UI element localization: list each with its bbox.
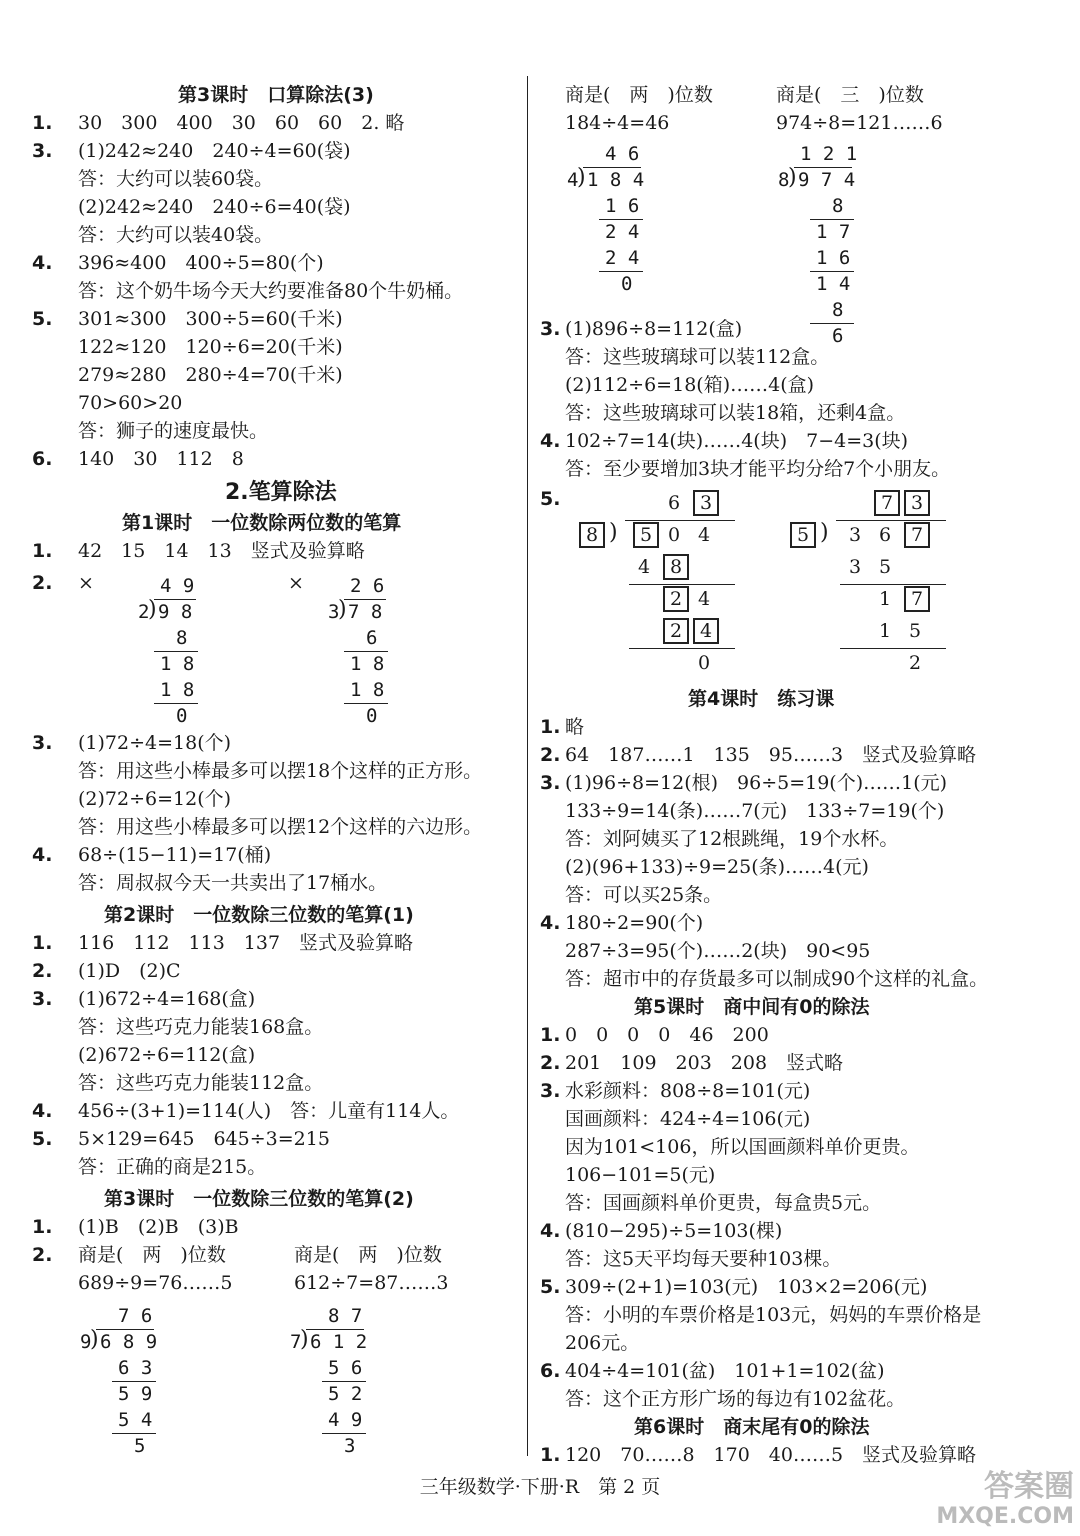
answer-text: 答：至少要增加3块才能平均分给7个小朋友。: [565, 458, 951, 480]
answer-text: (1)242≈240 240÷4=60(袋): [78, 140, 351, 162]
answer-line: [540, 1024, 769, 1046]
step-digit: 1: [879, 620, 892, 642]
answer-line: [78, 788, 231, 810]
step-underline: [840, 584, 946, 585]
answer-text: 国画颜料：424÷4=106(元): [565, 1108, 811, 1130]
answer-text: 答：狮子的速度最快。: [78, 420, 269, 442]
answer-text: (810−295)÷5=103(棵): [565, 1220, 783, 1242]
answer-line: [32, 540, 365, 562]
division-bar: [836, 520, 946, 521]
division-bar: [625, 520, 735, 521]
answer-line: [565, 402, 905, 424]
division-bar: [344, 599, 386, 600]
answer-text: (1)896÷8=112(盒): [565, 318, 743, 340]
quotient: 7 6: [118, 1305, 153, 1327]
answer-text: 287÷3=95(个)……2(块) 90<95: [565, 940, 871, 962]
answer-text: (1)B (2)B (3)B: [78, 1216, 239, 1238]
step-digit: 0: [698, 652, 711, 674]
answer-text: 68÷(15−11)=17(桶): [78, 844, 272, 866]
step-digit: 3: [849, 556, 862, 578]
answer-line: [565, 1136, 919, 1158]
item-number: 3.: [32, 988, 53, 1010]
dividend: 6 8 9: [100, 1331, 158, 1353]
answer-text: 106−101=5(元): [565, 1164, 716, 1186]
dividend: 9 8: [158, 601, 193, 623]
item-number: 1.: [32, 932, 53, 954]
step-digit: 1: [879, 588, 892, 610]
division-bracket: ): [820, 520, 829, 545]
answer-text: 64 187……1 135 95……3 竖式及验算略: [565, 744, 977, 766]
division-step: 2 4: [605, 221, 640, 243]
answer-text: 116 112 113 137 竖式及验算略: [78, 932, 414, 954]
division-bar: [306, 1329, 364, 1330]
answer-text: 答：刘阿姨买了12根跳绳，19个水杯。: [565, 828, 899, 850]
answer-text: 答：用这些小棒最多可以摆12个这样的六边形。: [78, 816, 483, 838]
item-number: 4.: [540, 430, 561, 452]
answer-text: 689÷9=76……5: [78, 1272, 233, 1294]
item-number: 3.: [32, 140, 53, 162]
answer-text: ×: [288, 572, 304, 594]
item-number: 2.: [540, 744, 561, 766]
step-underline: [344, 651, 388, 652]
answer-line: [78, 816, 482, 838]
answer-line: [78, 1272, 232, 1294]
answer-text: 122≈120 120÷6=20(千米): [78, 336, 343, 358]
section-heading: 第6课时 商末尾有0的除法: [634, 1416, 870, 1438]
answer-text: 商是( 两 )位数: [294, 1244, 442, 1266]
answer-line: [540, 488, 565, 510]
division-step: 6 3: [118, 1357, 153, 1379]
step-underline: [154, 651, 198, 652]
division-step: 8: [832, 195, 844, 217]
step-underline: [322, 1433, 366, 1434]
division-bracket: ): [338, 597, 347, 622]
answer-text: 206元。: [565, 1332, 640, 1354]
answer-text: 301≈300 300÷5=60(千米): [78, 308, 343, 330]
step-digit: 5: [909, 620, 922, 642]
division-step: 8: [176, 627, 188, 649]
answer-line: [565, 1388, 905, 1410]
step-underline: [629, 648, 735, 649]
division-step: 3: [344, 1435, 356, 1457]
answer-text: 42 15 14 13 竖式及验算略: [78, 540, 365, 562]
step-underline: [810, 323, 854, 324]
division-step: 1 8: [160, 679, 195, 701]
division-step: 5 2: [328, 1383, 363, 1405]
item-number: 2.: [32, 1244, 53, 1266]
step-underline: [599, 271, 643, 272]
answer-line: [78, 392, 182, 414]
quotient: 4 9: [160, 575, 195, 597]
division-bracket: ): [609, 520, 618, 545]
section-heading: 第2课时 一位数除三位数的笔算(1): [104, 904, 414, 926]
division-bar: [96, 1329, 154, 1330]
answer-line: [32, 140, 351, 162]
dividend: 1 8 4: [587, 169, 645, 191]
divisor: 4: [567, 169, 579, 191]
answer-line: [32, 732, 231, 754]
division-bar: [583, 167, 641, 168]
answer-line: [294, 1272, 448, 1294]
division-bracket: ): [300, 1327, 309, 1352]
watermark-logo-text: 答案圈: [984, 1469, 1074, 1504]
answer-text: 答：用这些小棒最多可以摆18个这样的正方形。: [78, 760, 483, 782]
answer-text: 184÷4=46: [565, 112, 670, 134]
division-step: 0: [621, 273, 633, 295]
answer-text: 309÷(2+1)=103(元) 103×2=206(元): [565, 1276, 928, 1298]
answer-line: [565, 1108, 810, 1130]
answer-text: 答：这些巧克力能装112盒。: [78, 1072, 324, 1094]
division-step: 5 9: [118, 1383, 153, 1405]
answer-text: (2)672÷6=112(盒): [78, 1044, 256, 1066]
answer-text: 201 109 203 208 竖式略: [565, 1052, 844, 1074]
answer-text: 180÷2=90(个): [565, 912, 704, 934]
item-number: 5.: [540, 1276, 561, 1298]
step-digit: 5: [879, 556, 892, 578]
answer-line: [540, 1444, 976, 1466]
answer-line: [32, 1216, 239, 1238]
answer-text: 商是( 三 )位数: [776, 84, 924, 106]
answer-line: [78, 336, 343, 358]
section-heading: 第4课时 练习课: [688, 688, 835, 710]
answer-text: 5×129=645 645÷3=215: [78, 1128, 330, 1150]
division-step: 1 8: [160, 653, 195, 675]
dividend-digit: 4: [698, 524, 711, 546]
step-underline: [629, 584, 735, 585]
step-underline: [154, 703, 198, 704]
answer-line: [540, 744, 976, 766]
step-digit: 2: [909, 652, 922, 674]
answer-text: 答：国画颜料单价更贵，每盒贵5元。: [565, 1192, 882, 1214]
dividend: 7 8: [348, 601, 383, 623]
answer-text: 答：小明的车票价格是103元，妈妈的车票价格是: [565, 1304, 982, 1326]
answer-line: [565, 1332, 639, 1354]
answer-line: [294, 1244, 442, 1266]
division-bracket: ): [788, 165, 797, 190]
item-number: 2.: [540, 1052, 561, 1074]
answer-text: 133÷9=14(条)……7(元) 133÷7=19(个): [565, 800, 945, 822]
answer-line: [565, 1164, 715, 1186]
answer-line: [32, 988, 255, 1010]
answer-text: 商是( 两 )位数: [565, 84, 713, 106]
answer-text: 30 300 400 30 60 60 2. 略: [78, 112, 405, 134]
answer-text: (2)(96+133)÷9=25(条)……4(元): [565, 856, 869, 878]
answer-text: 396≈400 400÷5=80(个): [78, 252, 324, 274]
answer-line: [78, 1044, 255, 1066]
answer-text: 70>60>20: [78, 392, 183, 414]
item-number: 4.: [32, 844, 53, 866]
answer-line: [540, 1080, 810, 1102]
section-heading: 第3课时 口算除法(3): [178, 84, 374, 106]
answer-line: [32, 960, 181, 982]
answer-text: (2)242≈240 240÷6=40(袋): [78, 196, 351, 218]
answer-line: [78, 364, 343, 386]
division-step: 0: [176, 705, 188, 727]
answer-text: (1)72÷4=18(个): [78, 732, 232, 754]
answer-text: 答：这个正方形广场的每边有102盆花。: [565, 1388, 906, 1410]
item-number: 2.: [32, 960, 53, 982]
divisor: 8: [778, 169, 790, 191]
answer-line: [32, 932, 413, 954]
answer-text: (2)72÷6=12(个): [78, 788, 232, 810]
answer-text: 279≈280 280÷4=70(千米): [78, 364, 343, 386]
item-number: 3.: [540, 772, 561, 794]
answer-text: 404÷4=101(盆) 101+1=102(盆): [565, 1360, 885, 1382]
answer-line: [565, 84, 713, 106]
quotient-digit: 3: [693, 490, 719, 516]
answer-line: [540, 1052, 843, 1074]
step-digit: 4: [693, 618, 719, 644]
answer-text: 612÷7=87……3: [294, 1272, 449, 1294]
step-underline: [840, 648, 946, 649]
dividend: 6 1 2: [310, 1331, 368, 1353]
item-number: 3.: [540, 318, 561, 340]
answer-line: [540, 1360, 885, 1382]
item-number: 1.: [32, 112, 53, 134]
section-heading: 第1课时 一位数除两位数的笔算: [122, 512, 402, 534]
answer-text: 答：大约可以装40袋。: [78, 224, 274, 246]
answer-line: [565, 458, 950, 480]
answer-line: [565, 112, 669, 134]
division-step: 1 8: [350, 653, 385, 675]
division-bar: [794, 167, 852, 168]
divisor: 7: [290, 1331, 302, 1353]
answer-line: [32, 448, 244, 470]
item-number: 2.: [32, 572, 53, 594]
division-bracket: ): [577, 165, 586, 190]
divisor: 3: [328, 601, 340, 623]
step-digit: 8: [663, 554, 689, 580]
division-step: 2 4: [605, 247, 640, 269]
answer-text: 答：周叔叔今天一共卖出了17桶水。: [78, 872, 388, 894]
item-number: 4.: [540, 912, 561, 934]
answer-line: [32, 1244, 226, 1266]
answer-text: 因为101<106，所以国画颜料单价更贵。: [565, 1136, 920, 1158]
answer-line: [32, 112, 404, 134]
item-number: 1.: [32, 1216, 53, 1238]
item-number: 3.: [540, 1080, 561, 1102]
quotient: 8 7: [328, 1305, 363, 1327]
answer-text: 140 30 112 8: [78, 448, 244, 470]
answer-line: [78, 420, 268, 442]
answer-line: [565, 1192, 881, 1214]
quotient-digit: 3: [904, 490, 930, 516]
quotient: 4 6: [605, 143, 640, 165]
answer-line: [540, 1220, 782, 1242]
divisor-box: 5: [790, 522, 816, 548]
quotient-digit: 6: [668, 492, 681, 514]
answer-text: 974÷8=121……6: [776, 112, 943, 134]
answer-line: [565, 940, 870, 962]
dividend: 9 7 4: [798, 169, 856, 191]
answer-text: 答：这些巧克力能装168盒。: [78, 1016, 324, 1038]
answer-text: (1)96÷8=12(根) 96÷5=19(个)……1(元): [565, 772, 948, 794]
step-underline: [810, 271, 854, 272]
answer-text: 102÷7=14(块)……4(块) 7−4=3(块): [565, 430, 909, 452]
answer-text: 答：这些玻璃球可以装18箱，还剩4盒。: [565, 402, 906, 424]
answer-line: [540, 912, 703, 934]
dividend-digit: 0: [668, 524, 681, 546]
answer-line: [565, 828, 898, 850]
quotient: 1 2 1: [800, 143, 858, 165]
answer-text: 120 70……8 170 40……5 竖式及验算略: [565, 1444, 977, 1466]
answer-text: 答：大约可以装60袋。: [78, 168, 274, 190]
step-digit: 4: [638, 556, 651, 578]
answer-line: [565, 884, 722, 906]
answer-line: [78, 872, 387, 894]
answer-line: [565, 374, 814, 396]
dividend-digit: 3: [849, 524, 862, 546]
step-digit: 4: [698, 588, 711, 610]
item-number: 4.: [32, 1100, 53, 1122]
answer-line: [288, 572, 304, 594]
answer-text: 略: [565, 716, 585, 738]
answer-line: [565, 1304, 981, 1326]
answer-text: 答：这些玻璃球可以装112盒。: [565, 346, 830, 368]
divisor: 2: [138, 601, 150, 623]
step-digit: 7: [904, 586, 930, 612]
item-number: 1.: [540, 1444, 561, 1466]
answer-line: [32, 308, 343, 330]
answer-line: [32, 844, 271, 866]
answer-line: [565, 346, 829, 368]
step-underline: [322, 1381, 366, 1382]
page-footer: 三年级数学·下册·R 第 2 页: [419, 1476, 661, 1498]
answer-text: (1)672÷4=168(盒): [78, 988, 256, 1010]
answer-line: [565, 800, 944, 822]
division-step: 5 4: [118, 1409, 153, 1431]
answer-text: 水彩颜料：808÷8=101(元): [565, 1080, 811, 1102]
answer-line: [32, 572, 94, 594]
item-number: 3.: [32, 732, 53, 754]
answer-line: [540, 772, 947, 794]
answer-line: [78, 280, 463, 302]
section-heading: 第3课时 一位数除三位数的笔算(2): [104, 1188, 414, 1210]
division-step: 5: [134, 1435, 146, 1457]
step-underline: [810, 219, 854, 220]
answer-line: [78, 224, 273, 246]
division-step: 6: [366, 627, 378, 649]
answer-text: ×: [78, 572, 94, 594]
item-number: 5.: [32, 308, 53, 330]
section-heading: 2.笔算除法: [225, 480, 337, 505]
answer-text: 答：这5天平均每天要种103棵。: [565, 1248, 842, 1270]
division-step: 5 6: [328, 1357, 363, 1379]
item-number: 4.: [32, 252, 53, 274]
answer-text: 答：可以买25条。: [565, 884, 723, 906]
answer-line: [776, 112, 943, 134]
answer-line: [565, 856, 869, 878]
step-underline: [112, 1381, 156, 1382]
answer-line: [32, 252, 324, 274]
dividend-digit: 6: [879, 524, 892, 546]
quotient-digit: 7: [874, 490, 900, 516]
division-bracket: ): [90, 1327, 99, 1352]
item-number: 6.: [540, 1360, 561, 1382]
answer-text: 商是( 两 )位数: [78, 1244, 226, 1266]
answer-line: [540, 430, 908, 452]
quotient: 2 6: [350, 575, 385, 597]
answer-line: [78, 1072, 323, 1094]
column-divider: [527, 76, 528, 1456]
step-underline: [112, 1433, 156, 1434]
step-digit: 2: [663, 586, 689, 612]
answer-text: 0 0 0 0 46 200: [565, 1024, 769, 1046]
answer-line: [78, 760, 482, 782]
answer-text: 答：这个奶牛场今天大约要准备80个牛奶桶。: [78, 280, 464, 302]
item-number: 5.: [32, 1128, 53, 1150]
division-step: 4 9: [328, 1409, 363, 1431]
divisor-box: 8: [579, 522, 605, 548]
answer-text: 答：超市中的存货最多可以制成90个这样的礼盒。: [565, 968, 989, 990]
division-step: 0: [366, 705, 378, 727]
item-number: 4.: [540, 1220, 561, 1242]
item-number: 5.: [540, 488, 561, 510]
division-bar: [154, 599, 196, 600]
answer-line: [540, 318, 742, 340]
dividend-digit: 5: [633, 522, 659, 548]
answer-line: [78, 1156, 266, 1178]
watermark: [936, 1469, 1074, 1532]
division-step: 1 6: [816, 247, 851, 269]
watermark-url: MXQE.COM: [936, 1504, 1074, 1529]
division-step: 1 4: [816, 273, 851, 295]
division-step: 1 6: [605, 195, 640, 217]
answer-line: [565, 968, 988, 990]
answer-line: [78, 196, 351, 218]
step-underline: [344, 703, 388, 704]
answer-line: [540, 1276, 927, 1298]
answer-text: 答：正确的商是215。: [78, 1156, 267, 1178]
item-number: 1.: [32, 540, 53, 562]
answer-line: [776, 84, 924, 106]
answer-line: [32, 1128, 330, 1150]
answer-line: [540, 716, 584, 738]
division-step: 6: [832, 325, 844, 347]
division-step: 1 8: [350, 679, 385, 701]
answer-line: [565, 1248, 841, 1270]
answer-text: 456÷(3+1)=114(人) 答：儿童有114人。: [78, 1100, 460, 1122]
step-underline: [599, 219, 643, 220]
dividend-digit: 7: [904, 522, 930, 548]
answer-line: [32, 1100, 459, 1122]
item-number: 6.: [32, 448, 53, 470]
step-digit: 2: [663, 618, 689, 644]
answer-line: [78, 168, 273, 190]
item-number: 1.: [540, 1024, 561, 1046]
answer-text: (2)112÷6=18(箱)……4(盒): [565, 374, 815, 396]
answer-text: (1)D (2)C: [78, 960, 181, 982]
division-step: 8: [832, 299, 844, 321]
divisor: 9: [80, 1331, 92, 1353]
division-step: 1 7: [816, 221, 851, 243]
section-heading: 第5课时 商中间有0的除法: [634, 996, 870, 1018]
answer-line: [78, 1016, 323, 1038]
division-bracket: ): [148, 597, 157, 622]
item-number: 1.: [540, 716, 561, 738]
